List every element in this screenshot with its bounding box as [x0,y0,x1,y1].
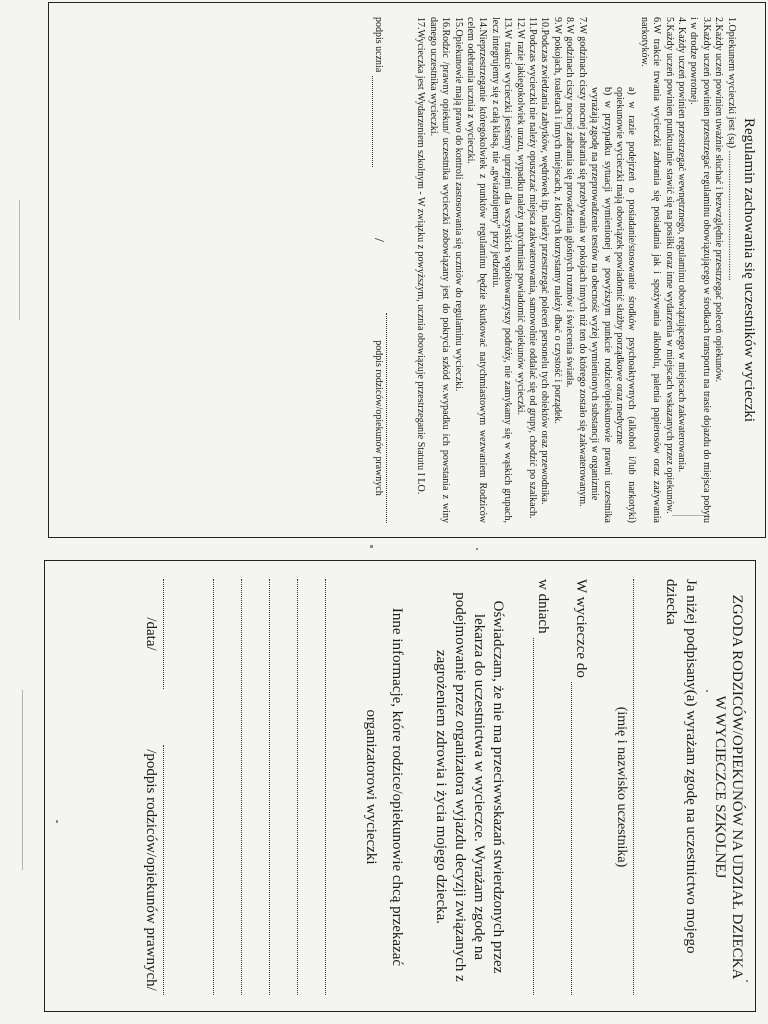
other-info-line[interactable] [213,579,227,995]
rule-item: 3.Każdy uczeń powinien przestrzegać regulaminu obowiązującego w środkach transportu na trasie dojazdu do miejsca pobytu i w drodze powrotnej. [688,17,712,523]
parents-rules-signature-field[interactable] [372,313,398,523]
scan-mark [370,545,373,548]
participant-name-line[interactable] [633,579,647,995]
consent-signature-row [141,579,177,995]
rules-signature-row [372,17,398,523]
rule-item: 12.W razie jakiegokolwiek urazu, wypadku należy natychmiast powiadomić opiekunów wycieczki. [514,17,526,416]
other-info-line[interactable] [269,579,283,995]
rule-item: 5.Każdy uczeń powinien punktualnie stawić się na posiłki oraz inne wydarzenia w miejscach wskazanych przez opiekunów. [663,17,675,514]
scan-mark [476,548,478,550]
scan-mark [22,690,23,870]
rule-item: 17.Wycieczka jest Wydarzeniem szkolnym - W związku z powyższym, ucznia obowiązuje przestrzeganie Statutu I LO. [415,17,427,495]
date-line[interactable] [163,579,177,689]
student-signature-line[interactable] [372,76,384,167]
rule-item: 13.W trakcie wycieczki jesteśmy uprzejmi dla wszystkich współtowarzyszy podróży, nie zamykamy się w wąskich grupach, lecz integrujemy się z całą klasą, nie „gwiazdujemy” przy jedzeniu. [489,17,514,523]
consent-title-line1: ZGODA RODZICÓW/OPIEKUNÓW NA UDZIAŁ DZIECKA [729,594,745,980]
other-info-label-line2: organizatorowi wycieczki [363,709,379,865]
rule-item: 8.W godzinach ciszy nocnej zabrania się prowadzenia głośnych rozmów i świecenia światła. [564,17,576,388]
parents-rules-signature-caption: podpis rodziców/opiekunów prawnych [373,340,385,496]
trip-destination-field[interactable] [571,579,591,995]
rule-item: 10.Podczas zwiedzania zabytków, wędrówek itp. należy przestrzegać poleceń personelu tych obiektów oraz przewodnika. [539,17,551,505]
trip-destination-label: W wycieczce do [573,579,589,678]
rule-item: 9.W pokojach, toaletach i innych miejscach, z których korzystamy należy dbać o czystość i porządek. [551,17,563,424]
rule-item: b) w przypadku sytuacji wymienionej w powyższym punkcie rodzice/opiekunowie prawni uczestnika wyrażają zgodę na przeprowadzenie testów na obecność wyżej wymienionych substancji w organizmie [589,87,613,523]
rule-item: 7.W godzinach ciszy nocnej zabrania się przebywania w pokojach innych niż ten do którego zostało się zakwaterowanym. [576,17,588,507]
rules-list [414,17,737,523]
parents-signature-caption: /podpis rodziców/opiekunów prawnych/ [143,749,159,991]
rule-item: 6.W trakcie trwania wycieczki zabrania się posiadania jak i spożywania alkoholu, palenia papierosów oraz zażywania narkotyków. [638,17,663,523]
trip-destination-line[interactable] [571,682,585,995]
date-caption: /data/ [143,617,159,651]
rule-item: 4. Każdy uczeń powinien przestrzegać wewnętrznego, regulaminu obowiązującego w miejscach zakwaterowania. [675,17,687,473]
other-info-line[interactable] [297,579,311,995]
other-info-label: Inne informacje, które rodzice/opiekunowie chcą przekazać [389,607,405,967]
rule-item: 16.Rodzic /prawny opiekun/ uczestnika wycieczki zobowiązany jest do pokrycia szkód w.wypadku ich powstania z winy danego uczestnika wycieczki. [427,17,452,523]
participant-name-caption: (imię i nazwisko uczestnika) [614,706,629,868]
consent-title-line2: W WYCIECZCE SZKOLNEJ [712,695,728,879]
consent-form [44,560,756,1012]
rule-item: a) w razie podejrzeń o posiadanie/stosowanie środków psychoaktywnych (alkohol i/lub narkotyki) opiekunowie wycieczki mają obowiązek powiadomić służby porządkowe oraz medyczne [613,87,638,523]
rule-item: 14.Nieprzestrzeganie któregokolwiek z punktów regulaminu będzie skutkować natychmiastowym wezwaniem Rodziców celem odebrania ucznia z wycieczki. [465,17,489,523]
rule-item: 2.Każdy uczeń powinien uważnie słuchać i bezwzględnie przestrzegać poleceń opiekunów. [713,17,725,383]
trip-dates-label: w dniach [535,579,551,634]
rules-title: Regulamin zachowania się uczestników wycieczki [741,117,757,423]
rule-item: 1.Opiekunem wycieczki jest (są) .................................................... [725,17,737,281]
other-info-line[interactable] [241,579,255,995]
scan-mark [19,200,20,320]
rule-item: 11.Podczas wycieczki nie należy opuszczać miejsca zakwaterowania, samowolnie oddalać się od grupy, chodzić po szalkach. [527,17,539,519]
trip-dates-field[interactable] [533,579,553,995]
date-field[interactable] [141,579,177,689]
consent-title [711,579,745,995]
signature-separator: / [371,238,387,242]
trip-rules [48,2,766,538]
rule-item: 15.Opiekunowie mają prawo do kontroli zastosowania się uczniów do regulaminu wycieczki. [452,17,464,392]
consent-intro: Ja niżej podpisany(a) wyrażam zgodę na uczestnictwo mojego dziecka [663,579,699,954]
student-signature-caption: podpis ucznia [373,17,385,73]
parents-rules-signature-line[interactable] [386,313,398,523]
other-info-line[interactable] [325,579,339,995]
trip-dates-line[interactable] [533,638,547,995]
parents-signature-line[interactable] [163,745,177,995]
student-signature-field[interactable] [372,17,384,167]
health-declaration: Oświadczam, że nie ma przeciwwskazań stwierdzonych przez lekarza do uczestnictwa w wycieczce. Wyrażam zgodę na podejmowanie przez organizatora wyjazdu decyzji związanych z zagrożeniem zdrowia i życia mojego dziecka. [433,592,506,982]
parents-signature-field[interactable] [141,745,177,995]
